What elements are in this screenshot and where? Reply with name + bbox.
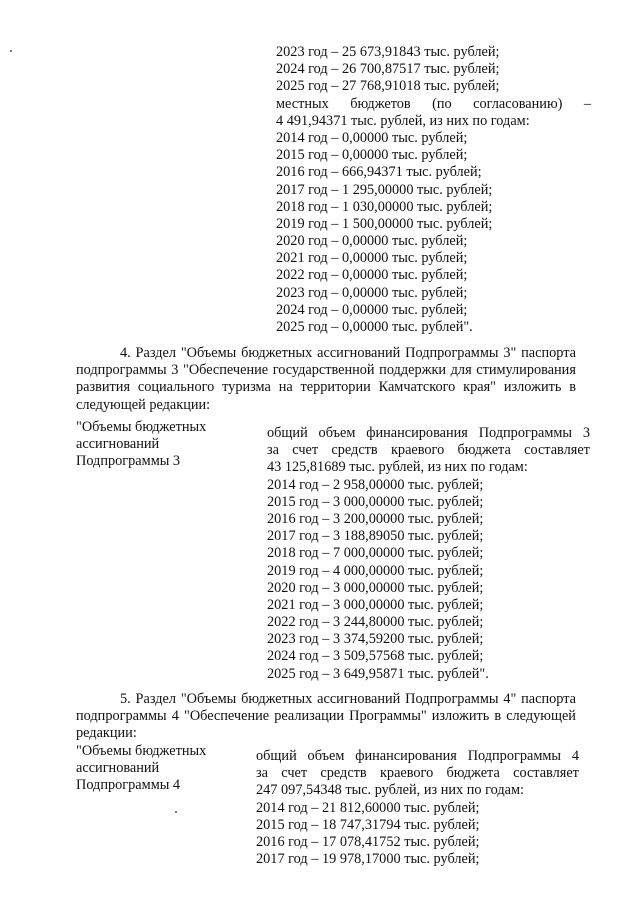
local-budget-word: местных xyxy=(276,95,329,112)
section-5-line-word: в xyxy=(494,708,502,725)
year-amount: 2018 год – 1 030,00000 тыс. рублей; xyxy=(276,198,493,215)
section-4-line-word: развития xyxy=(76,379,131,396)
amount-line: 2025 год – 27 768,91018 тыс. рублей; xyxy=(276,78,500,95)
section-4-value-line-word: 3 xyxy=(582,425,590,441)
section-5-value-line-word: средств xyxy=(320,765,367,782)
section-5-line-word: 4 xyxy=(171,708,179,725)
local-budget-total: 4 491,94371 тыс. рублей, из них по годам: xyxy=(276,112,530,129)
section-4-total: 43 125,81689 тыс. рублей, из них по годам: xyxy=(267,459,528,476)
local-budget-line xyxy=(276,96,591,113)
year-amount: 2015 год – 18 747,31794 тыс. рублей; xyxy=(256,816,480,833)
section-4-line-word: края" xyxy=(463,379,496,396)
section-4-line-word: 4. xyxy=(120,345,131,361)
section-4-value-line-word: за xyxy=(267,442,279,459)
section-5-value-line-word: Подпрограммы xyxy=(467,748,562,764)
year-amount: 2014 год – 0,00000 тыс. рублей; xyxy=(276,129,468,146)
year-amount: 2015 год – 0,00000 тыс. рублей; xyxy=(276,147,468,164)
section-5-total: 247 097,54348 тыс. рублей, из них по годам: xyxy=(256,782,524,799)
section-4-line-word: Подпрограммы xyxy=(405,345,499,361)
section-4-line-word: "Обеспечение xyxy=(182,362,269,379)
section-4-line-word: социального xyxy=(137,379,215,396)
year-amount: 2022 год – 0,00000 тыс. рублей; xyxy=(276,267,468,284)
year-amount: 2017 год – 1 295,00000 тыс. рублей; xyxy=(276,181,493,198)
section-5-line-word: ассигнований xyxy=(317,691,401,707)
section-4-value-line-word: объем xyxy=(318,425,356,441)
section-5-line-word: бюджетных xyxy=(241,691,313,707)
year-amount: 2019 год – 1 500,00000 тыс. рублей; xyxy=(276,215,493,232)
section-4-line-word: бюджетных xyxy=(241,345,313,361)
section-4-label-line: "Объемы бюджетных xyxy=(76,419,207,435)
section-4-line xyxy=(76,362,576,379)
section-5-line-word: "Объемы xyxy=(180,691,237,707)
year-amount: 2017 год – 3 188,89050 тыс. рублей; xyxy=(267,528,484,545)
year-amount: 2014 год – 2 958,00000 тыс. рублей; xyxy=(267,476,484,493)
section-4-value-line xyxy=(267,442,590,459)
section-5-value xyxy=(256,748,579,868)
year-amount: 2020 год – 0,00000 тыс. рублей; xyxy=(276,233,468,250)
local-budget-word: бюджетов xyxy=(350,95,411,112)
section-5-line-word: реализации xyxy=(274,708,345,725)
section-5-line-word: 5. xyxy=(120,691,131,707)
year-amount: 2014 год – 21 812,60000 тыс. рублей; xyxy=(256,799,480,816)
section-5-value-line-word: общий xyxy=(256,748,297,764)
local-budget-word: (по xyxy=(432,95,452,112)
section-4-value-line-word: Подпрограммы xyxy=(478,425,573,441)
section-4-value-line-word: краевого xyxy=(390,442,445,459)
section-4-line-word: ассигнований xyxy=(317,345,401,361)
section-5-line-word: изложить xyxy=(431,708,490,725)
section-4-last-line: следующей редакции: xyxy=(76,396,211,413)
section-5-value-line-word: составляет xyxy=(513,765,579,782)
section-4-line-word: 3 xyxy=(171,362,179,379)
section-5-paragraph xyxy=(76,691,576,743)
section-4-line xyxy=(76,379,576,396)
year-amount: 2016 год – 17 078,41752 тыс. рублей; xyxy=(256,833,480,850)
section-5-value-line-word: счет xyxy=(281,765,308,782)
section-4-value-line-word: составляет xyxy=(524,442,590,459)
section-4-line-word: на xyxy=(278,379,293,396)
section-4-line-word: изложить xyxy=(503,379,562,396)
year-amount: 2022 год – 3 244,80000 тыс. рублей; xyxy=(267,614,484,631)
section-4-label-line: ассигнований xyxy=(76,436,160,453)
section-4-value-line-word: средств xyxy=(331,442,378,459)
scan-speck xyxy=(175,811,177,813)
section-4-line-word: 3" xyxy=(503,345,517,361)
section-4-line-word: паспорта xyxy=(521,345,576,361)
section-5-value-line xyxy=(256,748,579,765)
section-4-label-line: Подпрограммы 3 xyxy=(76,453,181,470)
section-5-label-line: ассигнований xyxy=(76,760,160,777)
year-amount: 2025 год – 0,00000 тыс. рублей". xyxy=(276,319,473,335)
section-4-line-word: поддержки xyxy=(379,362,447,379)
section-5-value-line-word: бюджета xyxy=(446,765,500,782)
section-4-line-word: Камчатского xyxy=(378,379,456,396)
year-amount: 2024 год – 0,00000 тыс. рублей; xyxy=(276,301,468,318)
year-amount: 2021 год – 3 000,00000 тыс. рублей; xyxy=(267,596,484,613)
section-4-line-word: государственной xyxy=(272,362,375,379)
section-5-value-line-word: за xyxy=(256,765,268,782)
section-5-line-word: паспорта xyxy=(521,691,576,707)
section-5-line-word: 4" xyxy=(503,691,517,707)
section-4-line-word: подпрограммы xyxy=(76,362,167,379)
year-amount: 2018 год – 7 000,00000 тыс. рублей; xyxy=(267,545,484,562)
year-amount: 2023 год – 0,00000 тыс. рублей; xyxy=(276,284,468,301)
section-4-line-word: для xyxy=(450,362,472,379)
year-amount: 2024 год – 3 509,57568 тыс. рублей; xyxy=(267,648,484,665)
year-amount: 2021 год – 0,00000 тыс. рублей; xyxy=(276,250,468,267)
section-5-label xyxy=(76,743,251,795)
section-5-line-word: подпрограммы xyxy=(76,708,167,725)
section-4-line-word: Раздел xyxy=(135,345,176,361)
amount-line: 2024 год – 26 700,87517 тыс. рублей; xyxy=(276,61,500,78)
section-5-value-line-word: объем xyxy=(307,748,345,764)
section-5-last-line: редакции: xyxy=(76,725,137,742)
section-5-value-line xyxy=(256,765,579,782)
year-amount: 2015 год – 3 000,00000 тыс. рублей; xyxy=(267,493,484,510)
section-4-line-word: туризма xyxy=(222,379,271,396)
year-amount: 2020 год – 3 000,00000 тыс. рублей; xyxy=(267,579,484,596)
section-4-paragraph xyxy=(76,345,576,414)
section-4-value-line-word: счет xyxy=(292,442,319,459)
local-budget-word: согласованию) xyxy=(473,95,563,112)
section-4-line-word: стимулирования xyxy=(476,362,576,379)
year-amount: 2019 год – 4 000,00000 тыс. рублей; xyxy=(267,562,484,579)
section-5-line xyxy=(76,708,576,725)
section-5-label-line: "Объемы бюджетных xyxy=(76,743,207,759)
year-amount: 2025 год – 3 649,95871 тыс. рублей". xyxy=(267,665,489,682)
section-4-value-line-word: финансирования xyxy=(366,425,468,441)
section-4-value-line-word: бюджета xyxy=(457,442,511,459)
section-4-value-line xyxy=(267,425,590,442)
section-4-line-word: территории xyxy=(300,379,371,396)
section-4-value-line-word: общий xyxy=(267,425,308,441)
year-amount: 2016 год – 3 200,00000 тыс. рублей; xyxy=(267,510,484,527)
year-amount: 2017 год – 19 978,17000 тыс. рублей; xyxy=(256,851,480,868)
section-5-line-word: Подпрограммы xyxy=(405,691,499,707)
section-5-line-word: Раздел xyxy=(135,691,176,707)
amount-line: 2023 год – 25 673,91843 тыс. рублей; xyxy=(276,44,500,60)
section-5-line-word: Программы" xyxy=(349,708,427,725)
section-5-label-line: Подпрограммы 4 xyxy=(76,777,181,794)
section-5-value-line-word: 4 xyxy=(571,748,579,764)
section-5-line xyxy=(76,691,576,708)
section-5-value-line-word: краевого xyxy=(379,765,434,782)
section-5-line-word: следующей xyxy=(506,708,576,725)
scan-speck xyxy=(10,50,12,52)
section-5-line-word: "Обеспечение xyxy=(183,708,270,725)
local-budget-word: – xyxy=(583,95,591,112)
section-4-label xyxy=(76,419,251,471)
section-4-line xyxy=(76,345,576,362)
section-4-line-word: в xyxy=(569,379,576,396)
section-4-line-word: "Объемы xyxy=(180,345,237,361)
subprogram-2-tail xyxy=(276,44,591,336)
section-4-value xyxy=(267,425,590,683)
year-amount: 2023 год – 3 374,59200 тыс. рублей; xyxy=(267,631,484,648)
section-5-value-line-word: финансирования xyxy=(355,748,457,764)
year-amount: 2016 год – 666,94371 тыс. рублей; xyxy=(276,164,482,181)
